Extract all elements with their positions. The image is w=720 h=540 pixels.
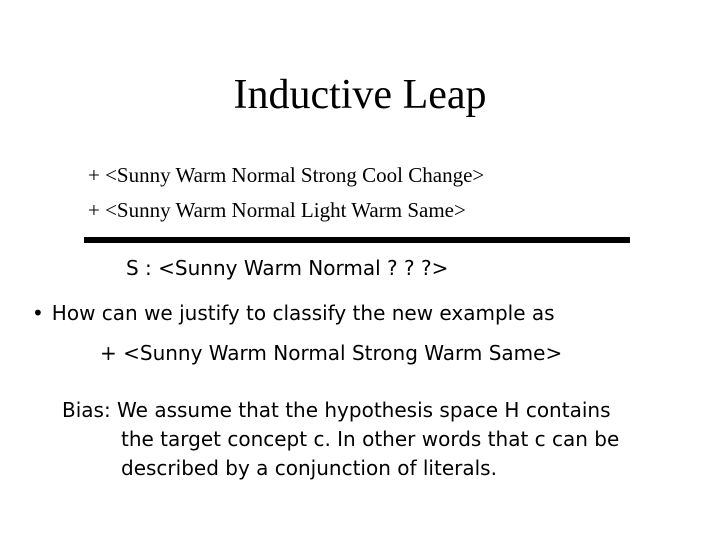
bias-line-3: described by a conjunction of literals. <box>121 456 497 480</box>
s-hypothesis: S : <Sunny Warm Normal ? ? ?> <box>126 256 449 280</box>
positive-example-1: + <Sunny Warm Normal Strong Cool Change> <box>88 163 485 187</box>
divider-line <box>84 237 630 243</box>
bullet-question-text: How can we justify to classify the new example as <box>51 301 555 325</box>
positive-example-2: + <Sunny Warm Normal Light Warm Same> <box>88 198 466 222</box>
bias-line-2: the target concept c. In other words that c can be <box>121 427 620 451</box>
bullet-icon: • <box>32 301 44 325</box>
bullet-question <box>32 299 555 327</box>
new-example: + <Sunny Warm Normal Strong Warm Same> <box>100 341 563 365</box>
bias-line-1: Bias: We assume that the hypothesis space H contains <box>62 398 611 422</box>
slide-title: Inductive Leap <box>233 72 487 118</box>
